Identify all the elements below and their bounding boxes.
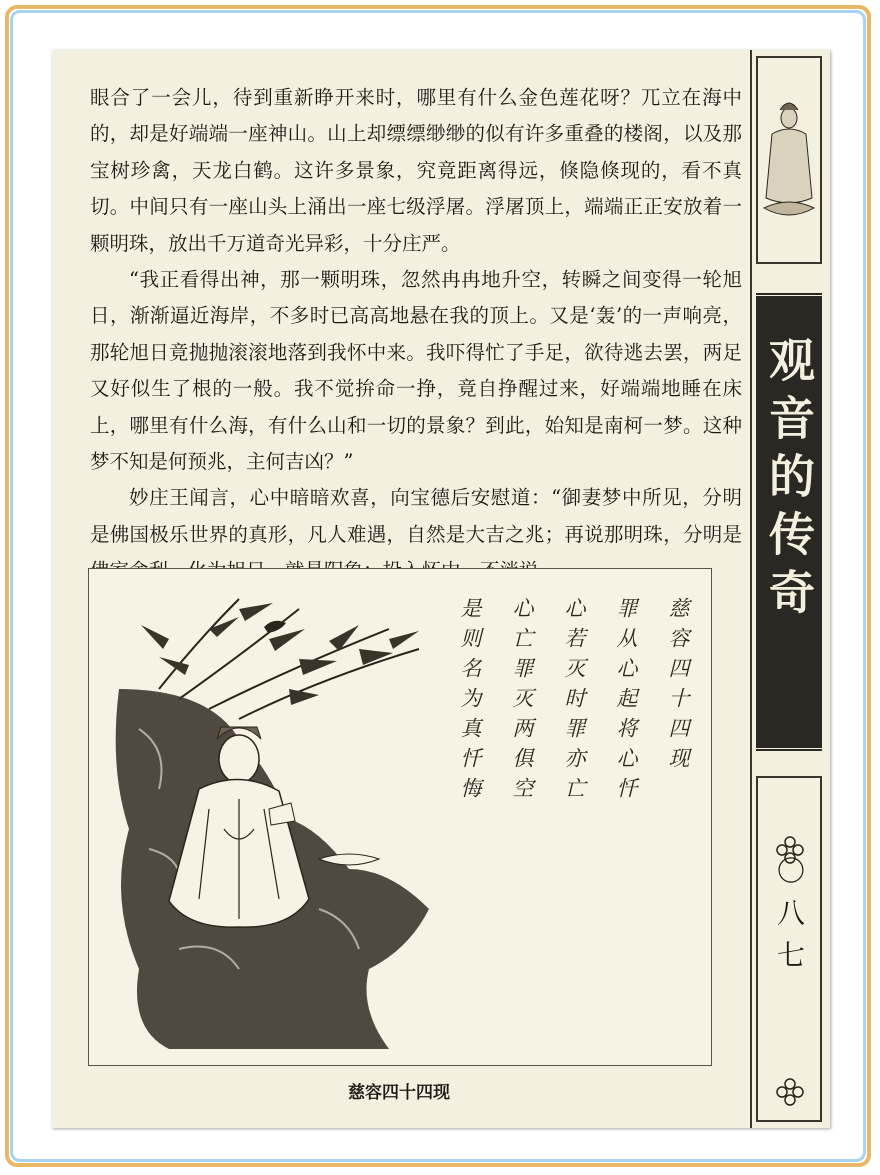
guanyin-emblem bbox=[756, 56, 822, 264]
paragraph-3: 妙庄王闻言，心中暗暗欢喜，向宝德后安慰道：“御妻梦中所见，分明是佛国极乐世界的真形，凡人难遇，自然是大吉之兆；再说那明珠，分明是 bbox=[90, 486, 742, 546]
poem-column-2: 罪从心起将心忏 bbox=[614, 597, 638, 807]
guanyin-emblem-icon bbox=[758, 58, 820, 262]
illustration-caption: 慈容四十四现 bbox=[348, 1083, 450, 1103]
flower-icon bbox=[776, 1078, 804, 1106]
poem-column-5: 是则名为真忏悔 bbox=[458, 597, 482, 807]
book-title-panel bbox=[756, 292, 822, 752]
paragraph-2: “我正看得出神，那一颗明珠，忽然冉冉地升空，转瞬之间变得一轮旭日，渐渐逼近海岸，不多时已高高地悬在我的顶上。又是‘轰’的一声响亮，那轮旭日竟抛抛滚滚地落到我怀中来。我吓得忙了手足，欲待逃去罢，两足又好似生了根的一般。我不觉拚命一挣，竟自挣醒过来，好端端地睡在床上，哪里有什么海，有什么山和一切的景象？到此，始知是南柯一梦。这种梦不知是何预兆，主何吉凶？” bbox=[90, 268, 742, 474]
page-number: 〇八七 bbox=[773, 856, 806, 982]
paragraph-1: 眼合了一会儿，待到重新睁开来时，哪里有什么金色莲花呀？兀立在海中的，却是好端端一座神山。山上却缥缥缈缈的似有许多重叠的楼阁，以及那宝树珍禽，天龙白鹤。这许多景象，究竟距离得远，倏隐倏现的，看不真切。中间只有一座山头上涌出一座七级浮屠。浮屠顶上，端端正正安放着一颗明珠，放出千万道奇光异彩，十分庄严。 bbox=[90, 86, 742, 255]
poem-verse bbox=[455, 597, 693, 927]
body-text bbox=[90, 80, 742, 590]
page-number-panel bbox=[756, 776, 822, 1122]
guanyin-illustration bbox=[88, 568, 712, 1066]
poem-column-1: 慈容四十四现 bbox=[666, 597, 690, 777]
sidebar-divider bbox=[750, 50, 752, 1128]
book-page bbox=[52, 50, 830, 1128]
poem-column-3: 心若灭时罪亦亡 bbox=[562, 597, 586, 807]
poem-column-4: 心亡罪灭两俱空 bbox=[510, 597, 534, 807]
book-title: 观音的传奇 bbox=[762, 336, 816, 626]
